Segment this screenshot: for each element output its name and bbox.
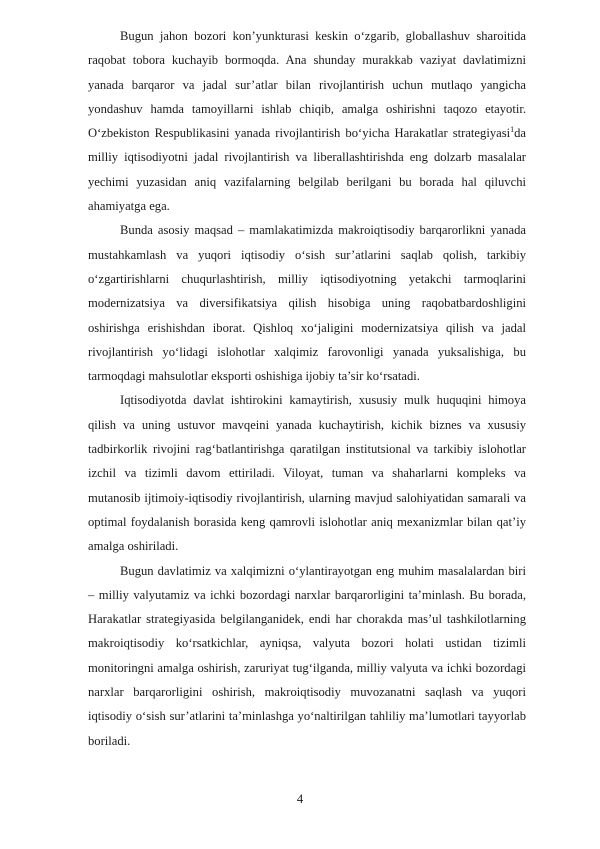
paragraph-1-text-after-footnote: da milliy iqtisodiyotni jadal rivojlantirish va liberallashtirishda eng dolzarb masalalar yechimi yuzasidan aniq vazifalarning belgilab berilgani bu borada hal qiluvchi ahamiyatga ega. — [88, 126, 526, 214]
paragraph-2: Bunda asosiy maqsad – mamlakatimizda makroiqtisodiy barqarorlikni yanada mustahkamlash va yuqori iqtisodiy o‘sish sur’atlarini saqlab qolish, tarkibiy o‘zgartirishlarni chuqurlashtirish, milliy iqtisodiyotning yetakchi tarmoqlarini modernizatsiya va diversifikatsiya qilish hisobiga uning raqobatbardoshligini oshirishga erishishdan iborat. Qishloq xo‘jaligini modernizatsiya qilish va jadal rivojlantirish yo‘lidagi islohotlar xalqimiz farovonligi yanada yuksalishiga, bu tarmoqdagi mahsulotlar eksporti oshishiga ijobiy ta’sir ko‘rsatadi. — [88, 223, 526, 384]
body-text — [88, 24, 526, 753]
page-number: 4 — [296, 792, 304, 806]
footnote-reference[interactable]: 1 — [510, 125, 515, 134]
paragraph-4: Bugun davlatimiz va xalqimizni o‘ylantirayotgan eng muhim masalalardan biri – milliy valyutamiz va ichki bozordagi narxlar barqarorligini ta’minlash. Bu borada, Harakatlar strategiyasida belgilanganidek, endi har chorakda mas’ul tashkilotlarning makroiqtisodiy ko‘rsatkichlar, ayniqsa, valyuta bozori holati ustidan tizimli monitoringni amalga oshirish, zaruriyat tug‘ilganda, milliy valyuta va ichki bozordagi narxlar barqarorligini oshirish, makroiqtisodiy muvozanatni saqlash va yuqori iqtisodiy o‘sish sur’atlarini ta’minlashga yo‘naltirilgan tahliliy ma’lumotlari tayyorlab boriladi. — [88, 563, 526, 748]
paragraph-1 — [88, 24, 526, 218]
paragraph-3: Iqtisodiyotda davlat ishtirokini kamaytirish, xususiy mulk huquqini himoya qilish va uning ustuvor mavqeini yanada kuchaytirish, kichik biznes va xususiy tadbirkorlik rivojini rag‘batlantirishga qaratilgan institutsional va tarkibiy islohotlar izchil va tizimli davom ettiriladi. Viloyat, tuman va shaharlarni kompleks va mutanosib ijtimoiy-iqtisodiy rivojlantirish, ularning mavjud salohiyatidan samarali va optimal foydalanish borasida keng qamrovli islohotlar aniq mexanizmlar bilan qat’iy amalga oshiriladi. — [88, 393, 526, 554]
paragraph-1-text-before-footnote: Bugun jahon bozori kon’yunkturasi keskin o‘zgarib, globallashuv sharoitida raqobat tobora kuchayib bormoqda. Ana shunday murakkab vaziyat davlatimizni yanada barqaror va jadal sur’atlar bilan rivojlantirish uchun mutlaqo yangicha yondashuv hamda tamoyillarni ishlab chiqib, amalga oshirishni taqozo etayotir. O‘zbekiston Respublikasini yanada rivojlantirish bo‘yicha Harakatlar strategiyasi — [88, 29, 526, 141]
